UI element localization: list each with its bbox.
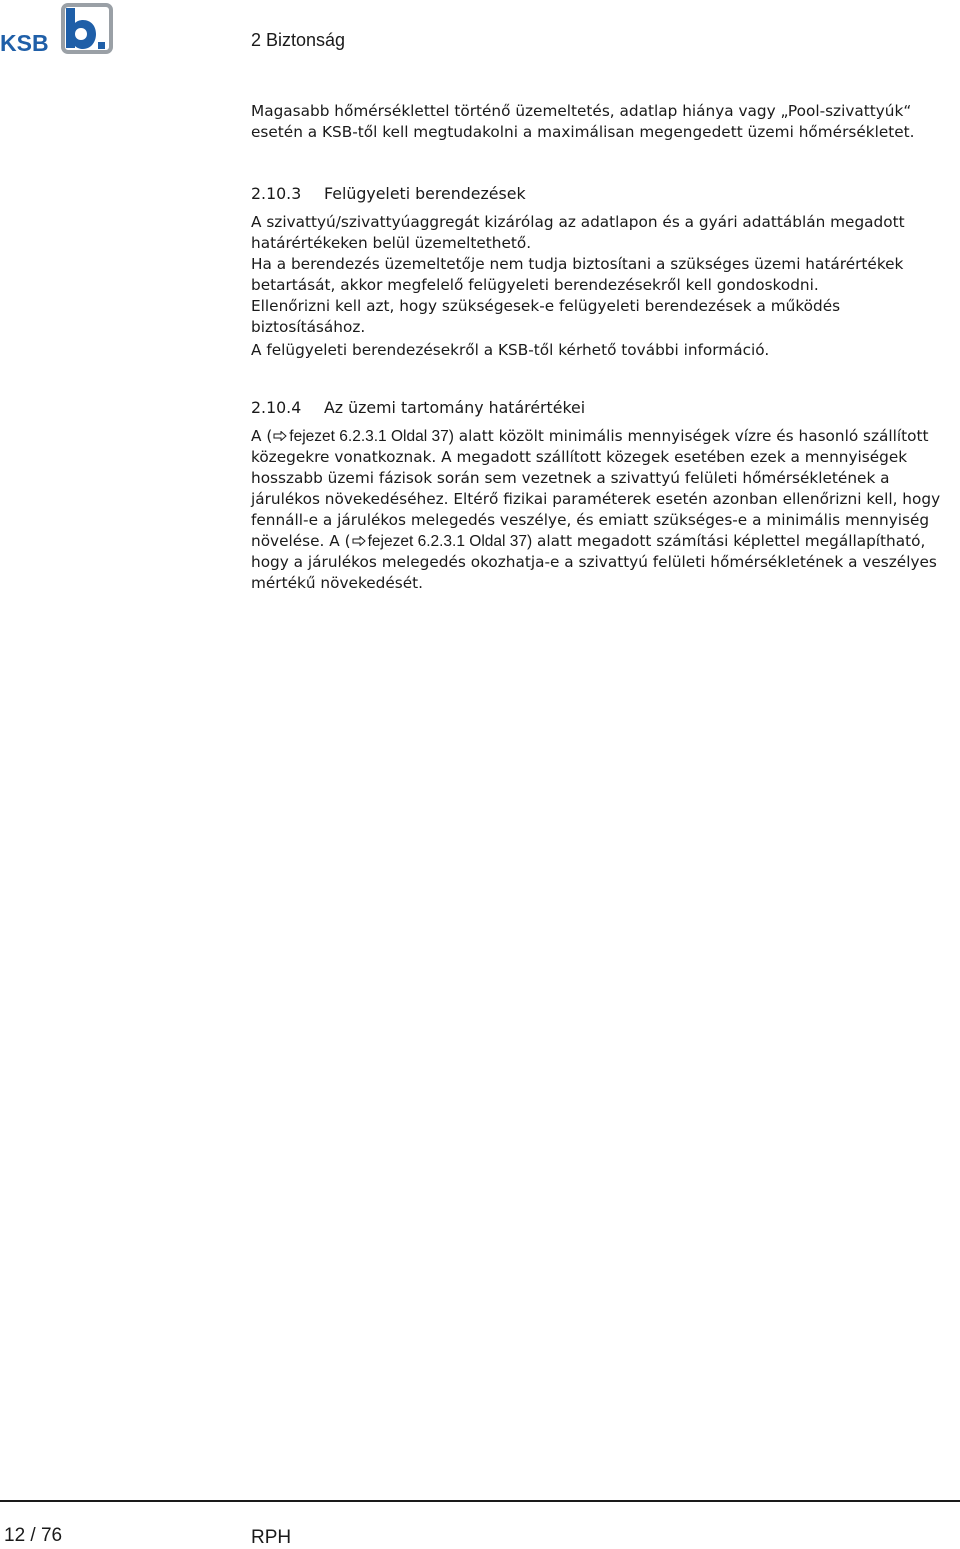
section-2-10-3-paragraph-3: Ellenőrizni kell azt, hogy szükségesek-e felügyeleti berendezések a működés biztosításához. xyxy=(251,297,841,336)
intro-paragraph: Magasabb hőmérséklettel történő üzemeltetés, adatlap hiánya vagy „Pool-szivattyúk“ esetén a KSB-től kell megtudakolni a maximálisan megengedett üzemi hőmérsékletet. xyxy=(251,102,915,141)
section-heading-2-10-4 xyxy=(251,397,957,418)
section-2-10-3-paragraph-2: Ha a berendezés üzemeltetője nem tudja biztosítani a szükséges üzemi határértékek betartását, akkor megfelelő felügyeleti berendezésekről kell gondoskodni. xyxy=(251,255,904,294)
section-number: 2.10.3 xyxy=(251,184,302,203)
section-header-title: 2 Biztonság xyxy=(251,30,346,50)
paragraph-tail: alatt megadott számítási képlettel megállapítható, hogy a járulékos melegedés okozhatja-e a szivattyú felületi hőmérsékletének a veszélyes mértékű növekedését. xyxy=(251,532,937,592)
section-2-10-3-paragraph-1: A szivattyú/szivattyúaggregát kizárólag az adatlapon és a gyári adattáblán megadott határértékeken belül üzemeltethető. xyxy=(251,213,905,252)
section-number: 2.10.4 xyxy=(251,398,302,417)
document-code: RPH xyxy=(251,1527,292,1548)
ksb-logo xyxy=(0,2,116,54)
section-heading-2-10-3 xyxy=(251,183,957,204)
section-title: Az üzemi tartomány határértékei xyxy=(324,398,586,417)
cross-reference-arrow-icon xyxy=(352,536,366,546)
paragraph-body: alatt közölt minimális mennyiségek vízre és hasonló szállított közegekre vonatkoznak. A megadott szállított közegek esetében ezek a mennyiségek hosszabb üzemi fázisok során sem vezetnek a szivattyú felületi hőmérsékletének a járulékos növekedéséhez. Eltérő fizikai paraméterek esetén azonban ellenőrizni kell, hogy fennáll-e a járulékos melegedés veszélye, és emiatt szükséges-e a minimális mennyiség növelése. A ( xyxy=(251,427,941,550)
footer-divider xyxy=(0,1500,960,1502)
cross-reference-link[interactable]: fejezet 6.2.3.1 Oldal 37) xyxy=(289,428,454,445)
cross-reference-link[interactable]: fejezet 6.2.3.1 Oldal 37) xyxy=(367,533,533,550)
cross-reference-arrow-icon xyxy=(273,431,287,441)
section-2-10-3-paragraph-4: A felügyeleti berendezésekről a KSB-től kérhető további információ. xyxy=(251,341,770,359)
logo-b-mark-icon xyxy=(66,8,96,49)
page-content xyxy=(251,101,957,594)
paragraph-lead: A ( xyxy=(251,427,273,445)
logo-text: KSB xyxy=(0,30,49,54)
page-number: 12 / 76 xyxy=(4,1525,63,1546)
section-title: Felügyeleti berendezések xyxy=(324,184,526,203)
logo-dot-icon xyxy=(98,42,105,49)
section-2-10-4-paragraph xyxy=(251,426,957,594)
